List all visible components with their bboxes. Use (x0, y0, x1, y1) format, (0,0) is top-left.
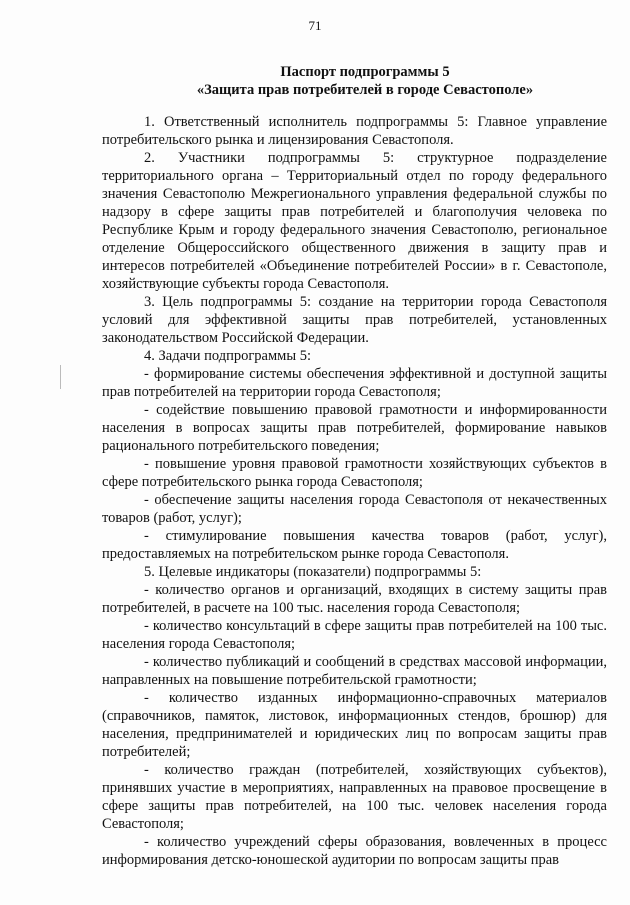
paragraph: 5. Целевые индикаторы (показатели) подпрограммы 5: (144, 564, 482, 580)
list-item: - стимулирование повышения качества товаров (работ, услуг), предоставляемых на потребительском рынке города Севастополя. (102, 528, 607, 562)
list-item: - повышение уровня правовой грамотности хозяйствующих субъектов в сфере потребительского рынка города Севастополя; (102, 456, 607, 490)
paragraph: 1. Ответственный исполнитель подпрограммы 5: Главное управление потребительского рынка и лицензирования Севастополя. (102, 114, 607, 148)
list-item: - количество граждан (потребителей, хозяйствующих субъектов), принявших участие в мероприятиях, направленных на правовое просвещение в сфере защиты прав потребителей, на 100 тыс. человек населения города Севастополя; (102, 762, 607, 832)
list-item: - количество учреждений сферы образования, вовлеченных в процесс информирования детско-юношеской аудитории по вопросам защиты прав (102, 834, 607, 868)
page-number: 71 (308, 18, 322, 33)
list-item: - формирование системы обеспечения эффективной и доступной защиты прав потребителей на территории города Севастополя; (102, 366, 607, 400)
list-item: - количество органов и организаций, входящих в систему защиты прав потребителей, в расчете на 100 тыс. населения города Севастополя; (102, 582, 607, 616)
list-item: - содействие повышению правовой грамотности и информированности населения в вопросах защиты прав потребителей, формирование навыков рационального потребительского поведения; (102, 402, 607, 454)
paragraph: 2. Участники подпрограммы 5: структурное подразделение территориального органа – Территориальный отдел по городу федерального значения Севастополю Межрегионального управления федеральной службы по надзору в сфере защиты прав потребителей и благополучия человека по Республике Крым и городу федерального значения Севастополю, региональное отделение Общероссийского общественного движения в защиту прав и интересов потребителей «Объединение потребителей России» в г. Севастополе, хозяйствующие субъекты города Севастополя. (102, 150, 607, 292)
title-line-2: «Защита прав потребителей в городе Севастополе» (196, 82, 534, 98)
scan-edge-mark (60, 365, 61, 389)
document-body (102, 113, 607, 869)
paragraph: 4. Задачи подпрограммы 5: (144, 348, 311, 364)
title-line-1: Паспорт подпрограммы 5 (280, 64, 450, 80)
document-title (100, 63, 630, 99)
list-item: - количество изданных информационно-справочных материалов (справочников, памяток, листовок, информационных стендов, брошюр) для населения, предпринимателей и юридических лиц по вопросам защиты прав потребителей; (102, 690, 607, 760)
paragraph: 3. Цель подпрограммы 5: создание на территории города Севастополя условий для эффективной защиты прав потребителей, установленных законодательством Российской Федерации. (102, 294, 607, 346)
list-item: - обеспечение защиты населения города Севастополя от некачественных товаров (работ, услуг); (102, 492, 607, 526)
list-item: - количество консультаций в сфере защиты прав потребителей на 100 тыс. населения города Севастополя; (102, 618, 607, 652)
list-item: - количество публикаций и сообщений в средствах массовой информации, направленных на повышение потребительской грамотности; (102, 654, 607, 688)
